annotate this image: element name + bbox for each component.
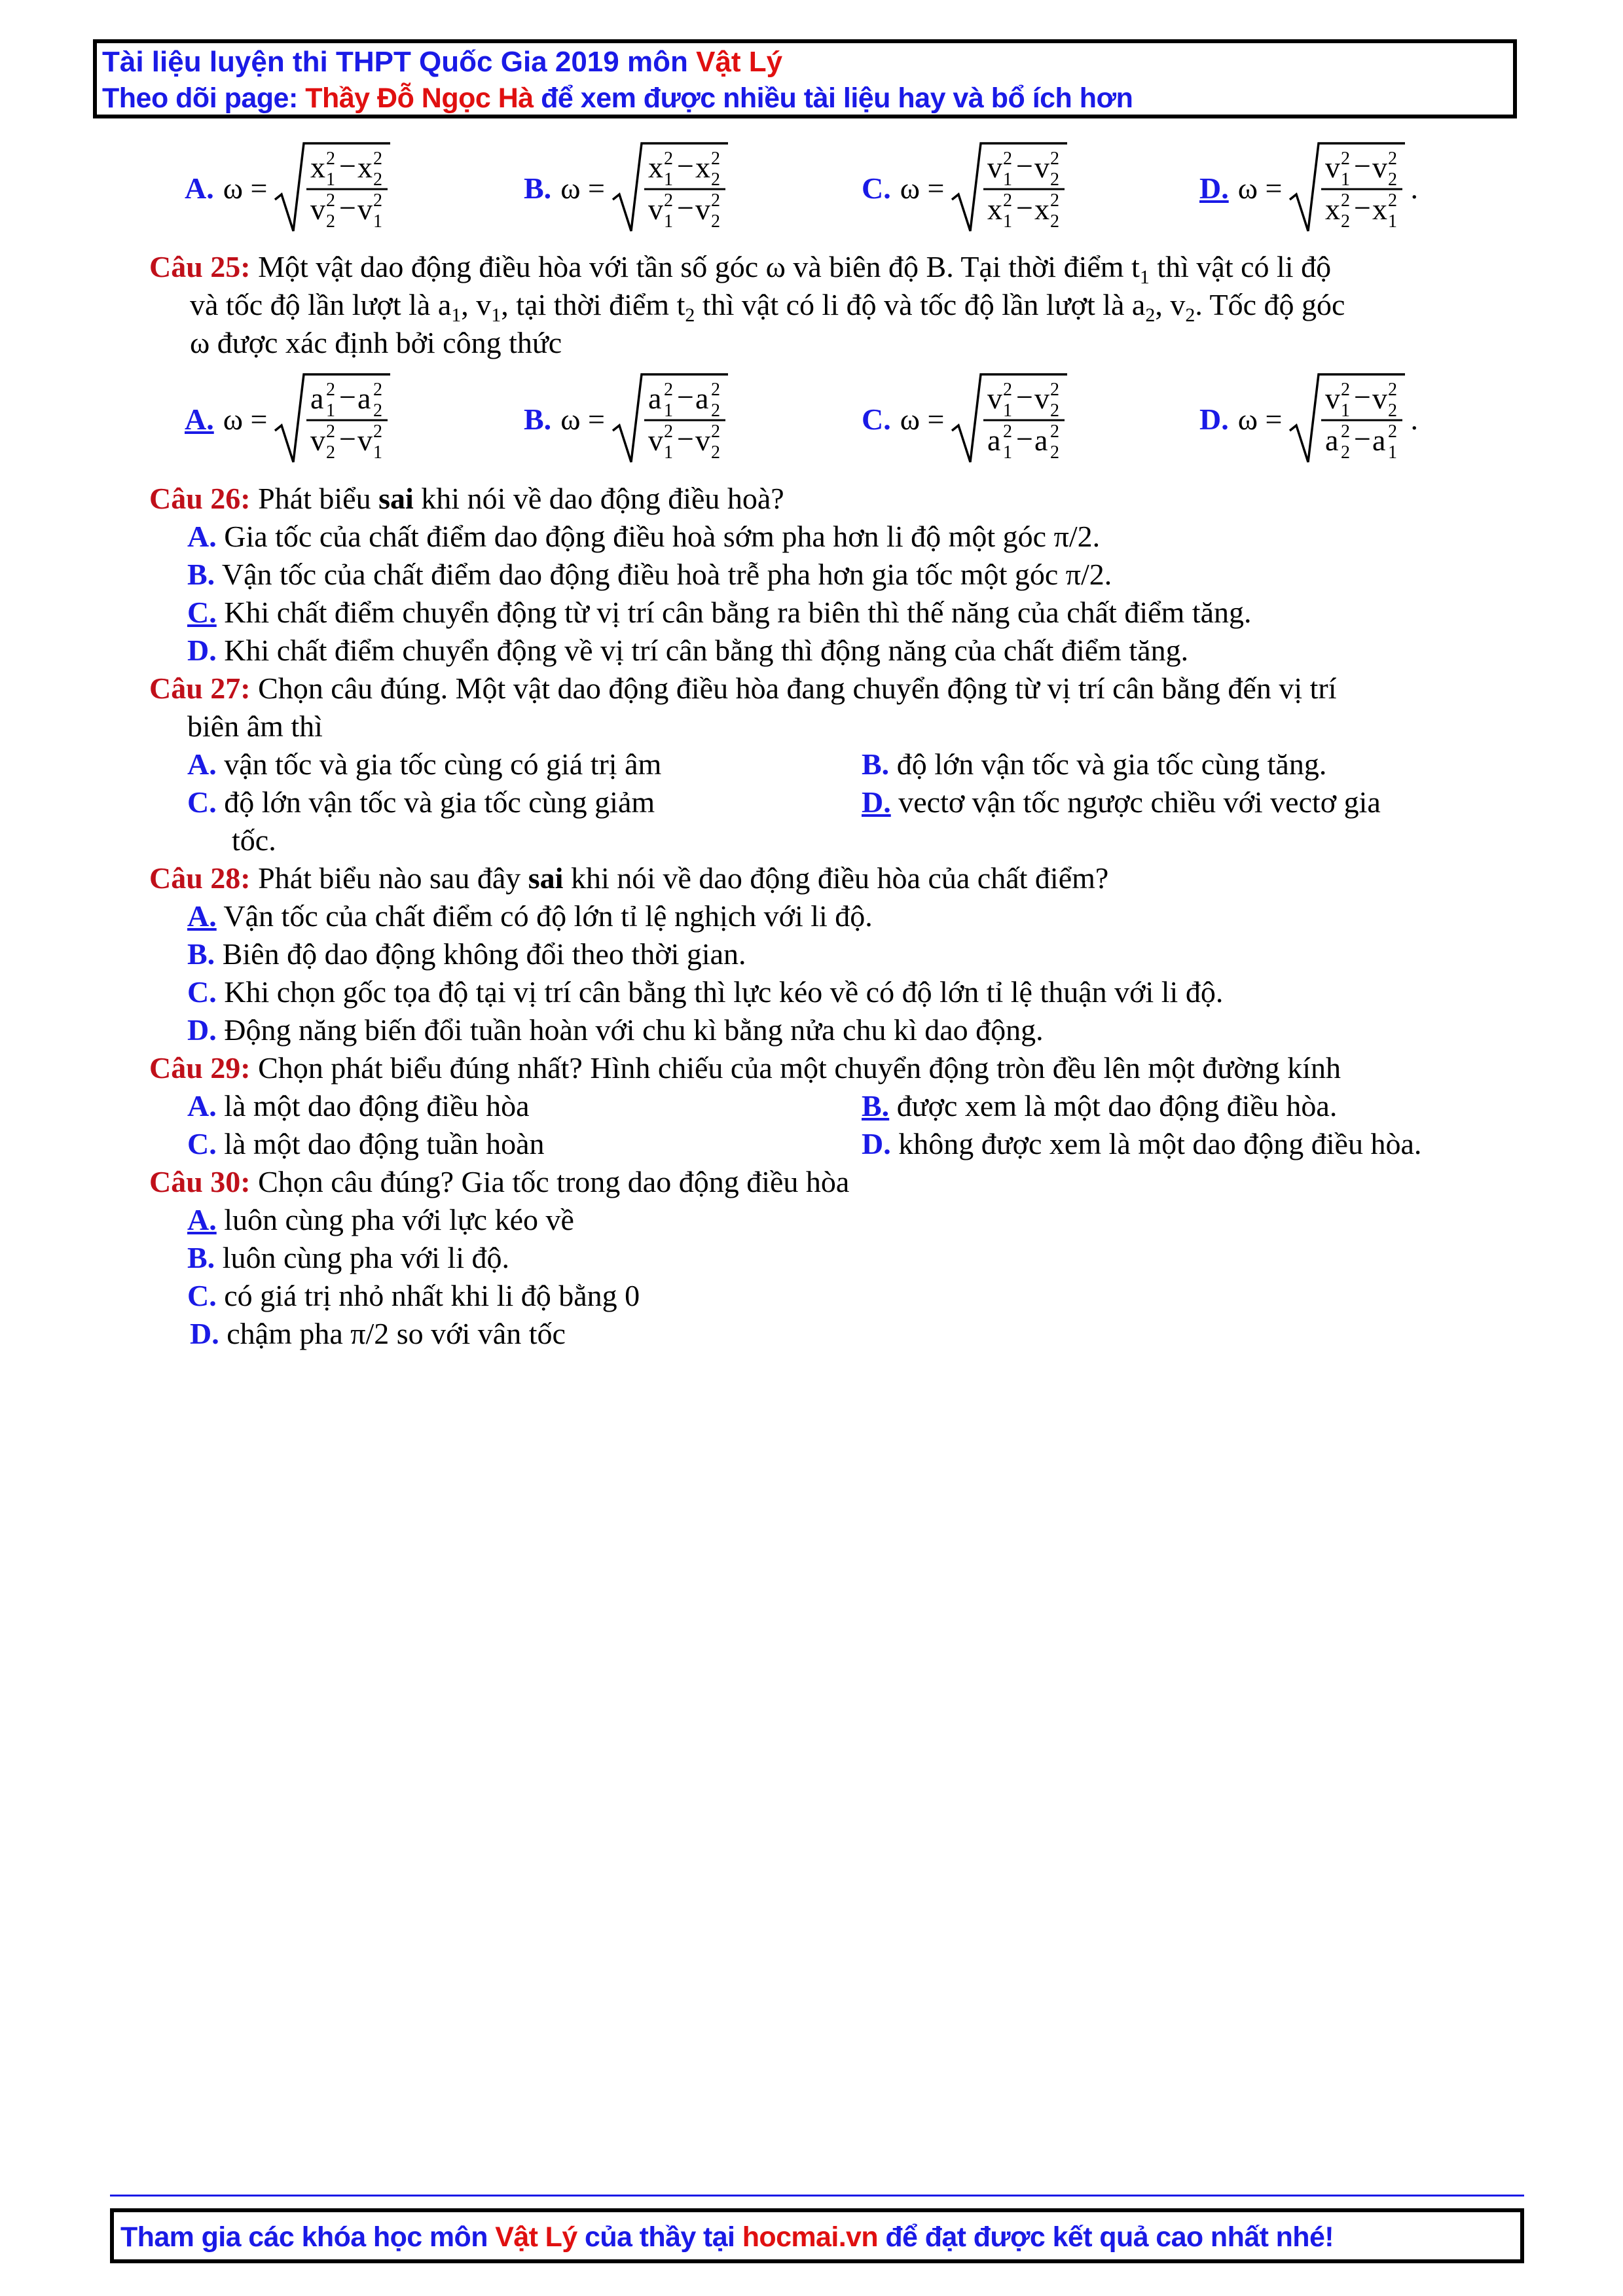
svg-text:2: 2 (1003, 380, 1013, 400)
denominator-term-1 (310, 190, 335, 232)
q30-stem: Câu 30: Chọn câu đúng? Gia tốc trong dao động điều hòa (149, 1165, 850, 1198)
svg-text:2: 2 (1050, 442, 1060, 463)
svg-text:x: x (695, 151, 710, 184)
svg-text:1: 1 (1003, 401, 1013, 421)
radical-fraction (1288, 370, 1406, 469)
svg-text:v: v (987, 151, 1003, 184)
svg-text:1: 1 (1341, 170, 1351, 190)
denominator-term-2 (1034, 190, 1059, 232)
numerator-term-1 (310, 149, 335, 190)
q27-stem-line1: Câu 27: Chọn câu đúng. Một vật dao động điều hòa đang chuyển động từ vị trí cân bằng đến vị trí (149, 672, 1337, 705)
svg-text:2: 2 (710, 190, 720, 211)
svg-text:2: 2 (1050, 401, 1060, 421)
svg-text:2: 2 (663, 380, 673, 400)
q28-option-d: D. Động năng biến đổi tuần hoàn với chu kì bằng nửa chu kì dao động. (187, 1013, 1044, 1047)
minus-sign: − (1354, 149, 1372, 183)
svg-text:2: 2 (1341, 211, 1351, 232)
denominator-term-1 (987, 422, 1012, 463)
q27-stem-line2: biên âm thì (187, 709, 323, 743)
svg-text:2: 2 (1050, 190, 1060, 211)
svg-text:2: 2 (1341, 422, 1351, 442)
svg-text:2: 2 (663, 190, 673, 211)
numerator-term-1 (1325, 149, 1350, 190)
denominator-term-2 (695, 422, 720, 463)
header-subject: Vật Lý (696, 46, 783, 78)
svg-text:2: 2 (1341, 190, 1351, 211)
minus-sign: − (339, 191, 357, 224)
q29-option-a: A. là một dao động điều hòa (187, 1089, 530, 1122)
numerator-term-1 (987, 380, 1012, 421)
numerator-term-2 (357, 149, 382, 190)
q24-option-c: C. ω = v 2 1 − v 2 2 x 2 1 − x 2 2 (862, 139, 1068, 238)
q25-option-b: B. ω = a 2 1 − a 2 2 v 2 1 − v 2 2 (524, 370, 729, 469)
minus-sign: − (676, 191, 694, 224)
svg-text:v: v (357, 423, 373, 457)
svg-text:2: 2 (1341, 380, 1351, 400)
svg-text:1: 1 (663, 170, 673, 190)
svg-text:1: 1 (1388, 211, 1398, 232)
numerator-term-2 (695, 149, 720, 190)
q25-option-d: D. ω = v 2 1 − v 2 2 a 2 2 − a 2 1 . (1199, 370, 1418, 469)
svg-text:2: 2 (326, 149, 336, 169)
svg-text:a: a (1034, 423, 1048, 457)
minus-sign: − (676, 422, 694, 456)
q30-option-c: C. có giá trị nhỏ nhất khi li độ bằng 0 (187, 1279, 640, 1312)
footer-site-link[interactable]: hocmai.vn (742, 2221, 879, 2253)
svg-text:2: 2 (663, 149, 673, 169)
svg-text:2: 2 (1388, 190, 1398, 211)
svg-text:2: 2 (373, 380, 383, 400)
svg-text:x: x (647, 151, 663, 184)
svg-text:v: v (310, 192, 326, 226)
svg-text:2: 2 (326, 211, 336, 232)
svg-text:1: 1 (1388, 442, 1398, 463)
radical-fraction (611, 370, 729, 469)
svg-text:1: 1 (1003, 170, 1013, 190)
numerator-term-1 (987, 149, 1012, 190)
numerator-term-2 (1372, 149, 1397, 190)
svg-text:a: a (1372, 423, 1386, 457)
svg-text:v: v (310, 423, 326, 457)
q26-option-d: D. Khi chất điểm chuyển động về vị trí cân bằng thì động năng của chất điểm tăng. (187, 634, 1189, 667)
numerator-term-2 (357, 380, 382, 421)
svg-text:2: 2 (1050, 170, 1060, 190)
radical-fraction (274, 139, 392, 238)
svg-text:2: 2 (373, 190, 383, 211)
svg-text:2: 2 (710, 211, 720, 232)
svg-text:a: a (1325, 423, 1339, 457)
svg-text:1: 1 (373, 211, 383, 232)
minus-sign: − (1016, 191, 1034, 224)
svg-text:1: 1 (326, 401, 336, 421)
svg-text:v: v (1325, 382, 1341, 415)
svg-text:1: 1 (663, 211, 673, 232)
minus-sign: − (339, 380, 357, 414)
q24-option-a: A. ω = x 2 1 − x 2 2 v 2 2 − v 2 1 (185, 139, 392, 238)
svg-text:2: 2 (1050, 149, 1060, 169)
numerator-term-1 (1325, 380, 1350, 421)
minus-sign: − (339, 149, 357, 183)
denominator-term-1 (987, 190, 1012, 232)
svg-text:x: x (357, 151, 373, 184)
header-box (93, 39, 1517, 118)
q27-option-c: C. độ lớn vận tốc và gia tốc cùng giảm (187, 785, 655, 819)
svg-text:2: 2 (1341, 149, 1351, 169)
svg-text:2: 2 (1341, 442, 1351, 463)
numerator-term-1 (648, 149, 673, 190)
footer-subject: Vật Lý (495, 2221, 577, 2253)
svg-text:2: 2 (1388, 380, 1398, 400)
svg-text:2: 2 (1050, 380, 1060, 400)
svg-text:a: a (357, 382, 371, 415)
svg-text:2: 2 (710, 422, 720, 442)
q27-label: Câu 27: (149, 672, 251, 705)
header-teacher: Thầy Đỗ Ngọc Hà (305, 82, 534, 114)
svg-text:2: 2 (373, 401, 383, 421)
q24-option-d: D. ω = v 2 1 − v 2 2 x 2 2 − x 2 1 . (1199, 139, 1418, 238)
q25-stem-line3: ω được xác định bởi công thức (190, 326, 562, 359)
minus-sign: − (1354, 380, 1372, 414)
svg-text:1: 1 (663, 442, 673, 463)
svg-text:v: v (1325, 151, 1341, 184)
q25-stem-line1: Câu 25: Một vật dao động điều hòa với tần số góc ω và biên độ B. Tại thời điểm $t_1$ thì vật có li độ (149, 250, 1332, 289)
svg-text:x: x (987, 192, 1003, 226)
denominator-term-1 (310, 422, 335, 463)
denominator-term-2 (357, 422, 382, 463)
svg-text:2: 2 (1003, 149, 1013, 169)
q27-option-d: D. vectơ vận tốc ngược chiều với vectơ gia (862, 785, 1381, 819)
footer-divider (110, 2195, 1524, 2197)
q28-option-b: B. Biên độ dao động không đổi theo thời gian. (187, 937, 746, 971)
svg-text:2: 2 (710, 401, 720, 421)
denominator-term-2 (695, 190, 720, 232)
q25-label: Câu 25: (149, 250, 251, 283)
svg-text:2: 2 (1050, 211, 1060, 232)
minus-sign: − (1016, 380, 1034, 414)
svg-text:v: v (987, 382, 1003, 415)
denominator-term-1 (648, 190, 673, 232)
svg-text:x: x (1325, 192, 1341, 226)
svg-text:1: 1 (326, 170, 336, 190)
q26-stem: Câu 26: Phát biểu sai khi nói về dao động điều hoà? (149, 482, 784, 515)
minus-sign: − (1354, 191, 1372, 224)
q30-label: Câu 30: (149, 1165, 251, 1198)
svg-text:2: 2 (326, 380, 336, 400)
q29-option-b: B. được xem là một dao động điều hòa. (862, 1089, 1338, 1122)
minus-sign: − (676, 149, 694, 183)
svg-text:x: x (310, 151, 326, 184)
numerator-term-2 (1034, 149, 1059, 190)
svg-text:v: v (1372, 151, 1388, 184)
svg-text:a: a (647, 382, 662, 415)
numerator-term-2 (695, 380, 720, 421)
q26-option-c: C. Khi chất điểm chuyển động từ vị trí cân bằng ra biên thì thế năng của chất điểm tăng. (187, 596, 1252, 629)
numerator-term-2 (1034, 380, 1059, 421)
svg-text:2: 2 (710, 380, 720, 400)
svg-text:2: 2 (663, 422, 673, 442)
svg-text:2: 2 (710, 149, 720, 169)
q29-option-c: C. là một dao động tuần hoàn (187, 1127, 545, 1160)
svg-text:x: x (1034, 192, 1050, 226)
svg-text:2: 2 (710, 170, 720, 190)
svg-text:v: v (1034, 382, 1050, 415)
svg-text:2: 2 (1003, 422, 1013, 442)
q30-option-a: A. luôn cùng pha với lực kéo về (187, 1203, 574, 1236)
svg-text:1: 1 (373, 442, 383, 463)
q28-option-c: C. Khi chọn gốc tọa độ tại vị trí cân bằng thì lực kéo về có độ lớn tỉ lệ thuận với li độ. (187, 975, 1224, 1009)
minus-sign: − (676, 380, 694, 414)
denominator-term-2 (1034, 422, 1059, 463)
radical-fraction (274, 370, 392, 469)
svg-text:1: 1 (1003, 211, 1013, 232)
denominator-term-2 (1372, 422, 1397, 463)
q28-option-a: A. Vận tốc của chất điểm có độ lớn tỉ lệ nghịch với li độ. (187, 899, 873, 933)
q27-option-c-cont: tốc. (232, 823, 276, 857)
minus-sign: − (1016, 149, 1034, 183)
q24-option-b: B. ω = x 2 1 − x 2 2 v 2 1 − v 2 2 (524, 139, 729, 238)
svg-text:1: 1 (663, 401, 673, 421)
svg-text:2: 2 (326, 442, 336, 463)
svg-text:v: v (1372, 382, 1388, 415)
svg-text:2: 2 (1388, 422, 1398, 442)
q27-option-b: B. độ lớn vận tốc và gia tốc cùng tăng. (862, 747, 1327, 781)
svg-text:v: v (357, 192, 373, 226)
header-title: Tài liệu luyện thi THPT Quốc Gia 2019 môn Vật Lý (102, 46, 783, 78)
denominator-term-1 (1325, 422, 1350, 463)
q25-option-c: C. ω = v 2 1 − v 2 2 a 2 1 − a 2 2 (862, 370, 1068, 469)
q26-option-b: B. Vận tốc của chất điểm dao động điều hoà trễ pha hơn gia tốc một góc π/2. (187, 558, 1112, 591)
svg-text:2: 2 (373, 149, 383, 169)
svg-text:v: v (1034, 151, 1050, 184)
svg-text:2: 2 (1388, 401, 1398, 421)
svg-text:2: 2 (1003, 190, 1013, 211)
svg-text:a: a (695, 382, 709, 415)
svg-text:2: 2 (326, 190, 336, 211)
minus-sign: − (1354, 422, 1372, 456)
svg-text:1: 1 (1003, 442, 1013, 463)
denominator-term-2 (357, 190, 382, 232)
svg-text:2: 2 (373, 422, 383, 442)
minus-sign: − (339, 422, 357, 456)
svg-text:2: 2 (1388, 149, 1398, 169)
q25-stem-line2: và tốc độ lần lượt là $a_1$, $v_1$, tại thời điểm $t_2$ thì vật có li độ và tốc độ lần lượt là $a_2$, $v_2$. Tốc độ góc (190, 288, 1345, 327)
footer-box (110, 2208, 1524, 2263)
svg-text:v: v (695, 423, 710, 457)
numerator-term-1 (648, 380, 673, 421)
svg-text:a: a (987, 423, 1001, 457)
svg-text:v: v (647, 423, 663, 457)
q29-label: Câu 29: (149, 1051, 251, 1085)
denominator-term-2 (1372, 190, 1397, 232)
svg-text:v: v (647, 192, 663, 226)
numerator-term-2 (1372, 380, 1397, 421)
radical-fraction (1288, 139, 1406, 238)
radical-fraction (611, 139, 729, 238)
denominator-term-1 (648, 422, 673, 463)
header-subtitle: Theo dõi page: Thầy Đỗ Ngọc Hà để xem được nhiều tài liệu hay và bổ ích hơn (102, 82, 1133, 114)
svg-text:a: a (310, 382, 324, 415)
q26-label: Câu 26: (149, 482, 251, 515)
svg-text:x: x (1372, 192, 1388, 226)
q30-option-d: D. chậm pha π/2 so với vân tốc (190, 1317, 566, 1350)
svg-text:2: 2 (1050, 422, 1060, 442)
radical-fraction (951, 370, 1068, 469)
q30-option-b: B. luôn cùng pha với li độ. (187, 1241, 509, 1274)
q28-stem: Câu 28: Phát biểu nào sau đây sai khi nói về dao động điều hòa của chất điểm? (149, 861, 1109, 895)
radical-fraction (951, 139, 1068, 238)
q27-option-a: A. vận tốc và gia tốc cùng có giá trị âm (187, 747, 662, 781)
denominator-term-1 (1325, 190, 1350, 232)
q29-stem: Câu 29: Chọn phát biểu đúng nhất? Hình chiếu của một chuyển động tròn đều lên một đường kính (149, 1051, 1341, 1085)
svg-text:2: 2 (326, 422, 336, 442)
q25-option-a: A. ω = a 2 1 − a 2 2 v 2 2 − v 2 1 (185, 370, 392, 469)
svg-text:v: v (695, 192, 710, 226)
q26-option-a: A. Gia tốc của chất điểm dao động điều hoà sớm pha hơn li độ một góc π/2. (187, 520, 1101, 553)
svg-text:2: 2 (1388, 170, 1398, 190)
footer-text: Tham gia các khóa học môn Vật Lý của thầy tại hocmai.vn để đạt được kết quả cao nhất nhé! (120, 2221, 1334, 2253)
q28-label: Câu 28: (149, 861, 251, 895)
numerator-term-1 (310, 380, 335, 421)
svg-text:2: 2 (373, 170, 383, 190)
svg-text:2: 2 (710, 442, 720, 463)
minus-sign: − (1016, 422, 1034, 456)
q29-option-d: D. không được xem là một dao động điều hòa. (862, 1127, 1422, 1160)
svg-text:1: 1 (1341, 401, 1351, 421)
